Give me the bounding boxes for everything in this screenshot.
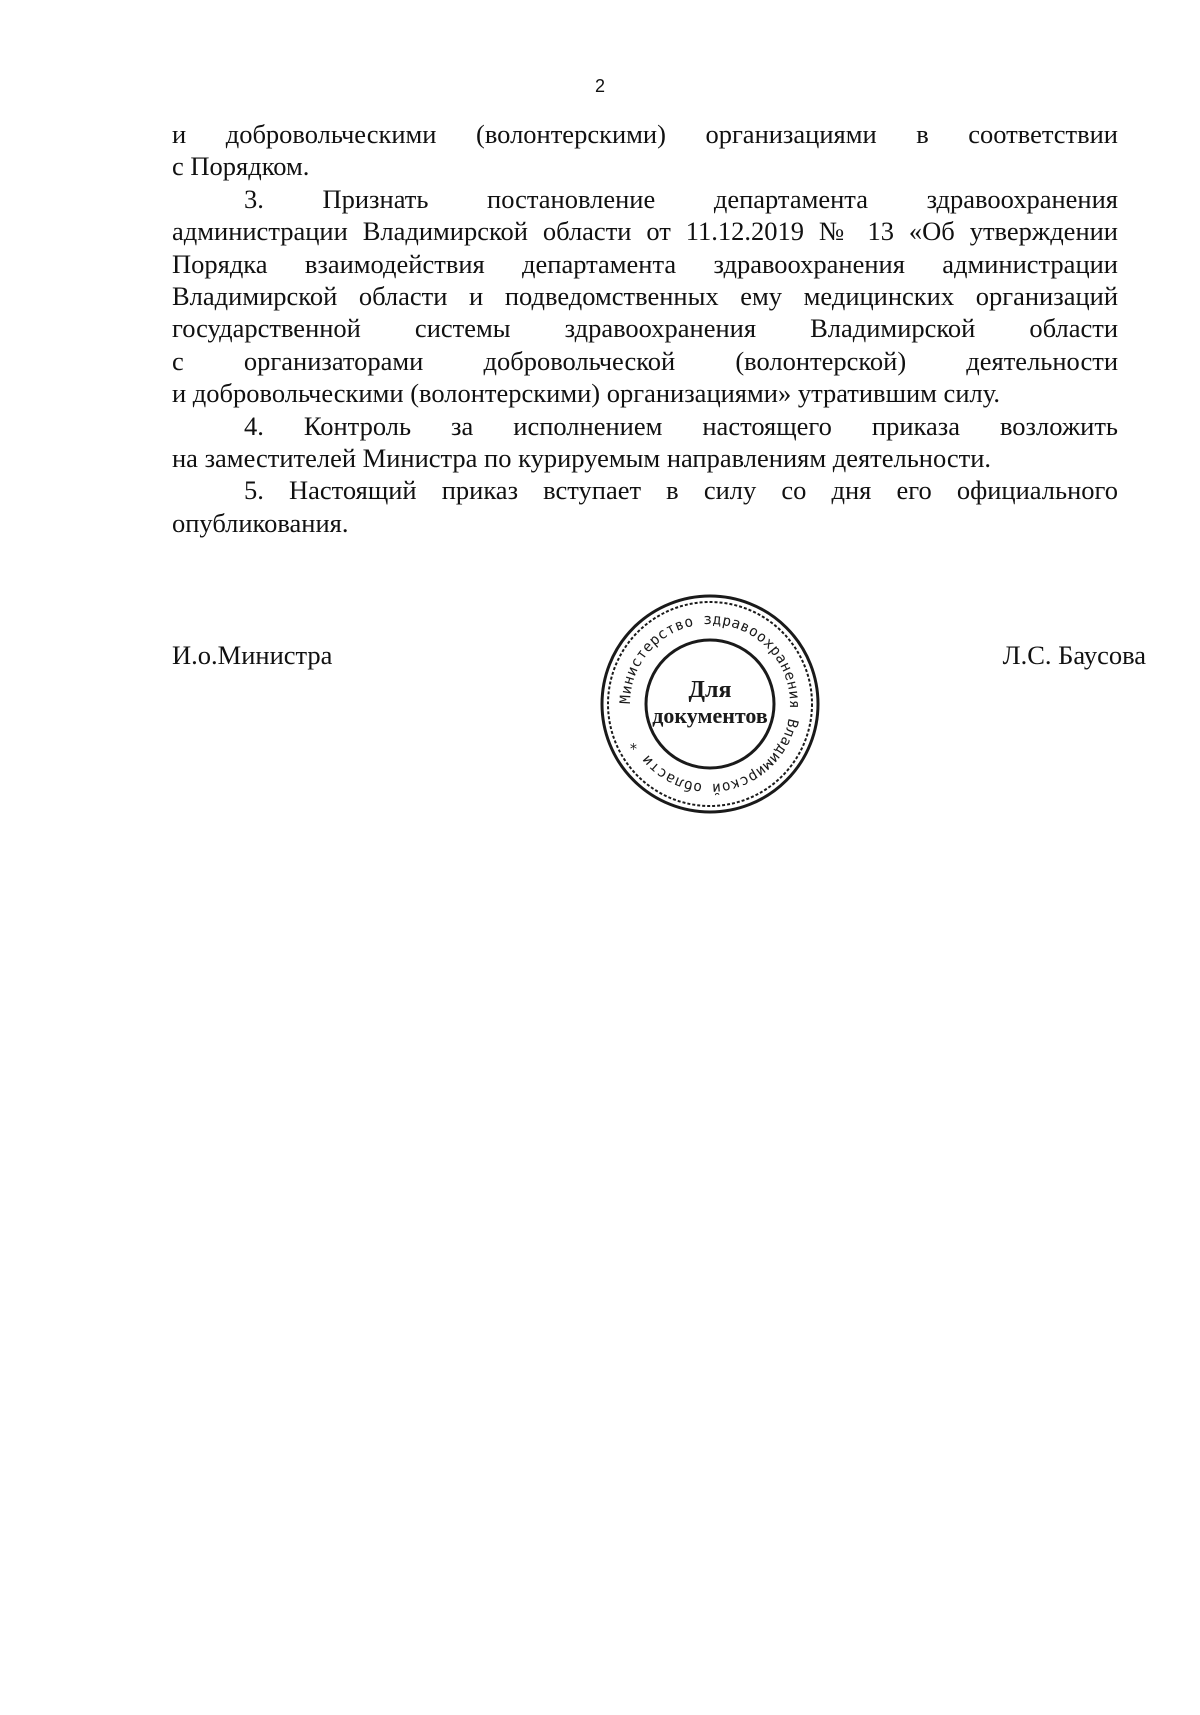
official-stamp	[596, 590, 824, 818]
paragraph-line: на заместителей Министра по курируемым направлениям деятельности.	[172, 443, 992, 474]
stamp-ring-text: Министерство здравоохранения Владимирской области *	[617, 611, 803, 797]
paragraph-line: 4. Контроль за исполнением настоящего приказа возложить	[244, 410, 1118, 441]
signatory-name: Л.С. Баусова	[1002, 640, 1146, 670]
paragraph-line: 3. Признать постановление департамента здравоохранения	[244, 183, 1118, 214]
paragraph-line: опубликования.	[172, 507, 349, 538]
paragraph-line: государственной системы здравоохранения Владимирской области	[172, 313, 1118, 344]
paragraph-line: с организаторами добровольческой (волонтерской) деятельности	[172, 345, 1118, 376]
page-number: 2	[594, 76, 605, 96]
paragraph-line: и добровольческими (волонтерскими) организациями» утратившим силу.	[172, 378, 1000, 409]
signatory-title: И.о.Министра	[172, 640, 333, 670]
document-body	[172, 118, 1118, 539]
paragraph-line: и добровольческими (волонтерскими) организациями в соответствии	[172, 119, 1118, 149]
paragraph-line: 5. Настоящий приказ вступает в силу со дня его официального	[244, 475, 1118, 506]
stamp-center-line2: документов	[652, 703, 768, 728]
paragraph-line: Порядка взаимодействия департамента здравоохранения администрации	[172, 248, 1118, 279]
paragraph-line: Владимирской области и подведомственных ему медицинских организаций	[172, 281, 1118, 312]
paragraph-line: с Порядком.	[172, 151, 310, 182]
paragraph-line: администрации Владимирской области от 11.12.2019 № 13 «Об утверждении	[172, 216, 1118, 247]
stamp-center-line1: Для	[688, 677, 732, 703]
